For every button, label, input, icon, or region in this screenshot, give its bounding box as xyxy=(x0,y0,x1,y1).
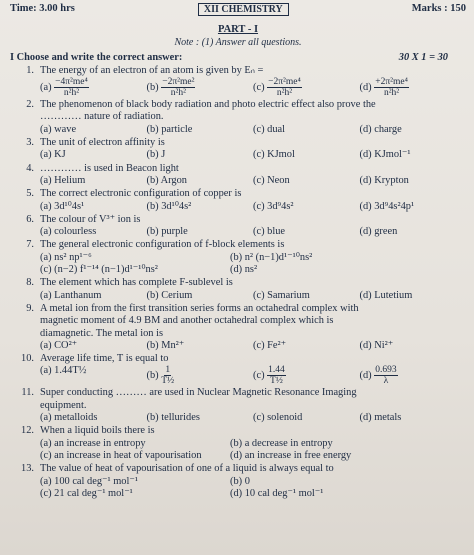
answer-option: (d) 10 cal deg⁻¹ mol⁻¹ xyxy=(230,487,324,499)
answer-option: (b) purple xyxy=(146,226,188,238)
option-label: (c) xyxy=(253,82,268,94)
answer-option: (d) charge xyxy=(359,123,402,135)
fraction-numerator: 1 xyxy=(165,365,171,376)
option-row xyxy=(40,77,466,98)
answer-option: (d) metals xyxy=(359,412,402,424)
fraction-denominator: T½ xyxy=(269,376,283,387)
answer-option xyxy=(147,77,254,98)
option-label: (b) xyxy=(146,82,162,94)
answer-option: (c) solenoid xyxy=(253,412,303,424)
fraction xyxy=(161,77,195,98)
exam-header xyxy=(10,2,466,16)
question-text: The correct electronic configuration of copper is xyxy=(40,188,242,200)
question-number: 8. xyxy=(26,277,34,289)
answer-option: (a) Helium xyxy=(40,174,86,186)
option-row xyxy=(40,201,466,213)
option-row xyxy=(40,124,466,136)
question-row xyxy=(10,425,466,437)
question-text: Super conducting ……… are used in Nuclear Magnetic Resonance Imaging equipment. xyxy=(40,387,357,411)
answer-option xyxy=(253,365,360,386)
fraction-denominator: n²h² xyxy=(63,88,80,99)
answer-option: (a) 3d¹⁰4s¹ xyxy=(40,200,85,212)
answer-option: (d) ns² xyxy=(230,264,258,276)
time-label: Time: 3.00 hrs xyxy=(10,2,75,14)
option-row xyxy=(40,438,466,450)
question-text: Average life time, T is equal to xyxy=(40,353,169,365)
option-row xyxy=(40,226,466,238)
answer-option xyxy=(360,77,467,98)
option-value: 1.44T½ xyxy=(54,365,87,377)
subject-box: XII CHEMISTRY xyxy=(198,3,289,16)
answer-option: (b) tellurides xyxy=(146,412,200,424)
option-row xyxy=(40,412,466,424)
question-number: 10. xyxy=(21,353,34,365)
answer-option: (d) Lutetium xyxy=(359,289,413,301)
question-text: The general electronic configuration of f-block elements is xyxy=(40,239,285,251)
question-text: The value of heat of vapourisation of one of a liquid is always equal to xyxy=(40,463,334,475)
section-instruction: I Choose and write the correct answer: xyxy=(10,51,183,63)
answer-option: (c) dual xyxy=(253,123,286,135)
question-text: The unit of electron affinity is xyxy=(40,137,165,149)
answer-option: (c) Fe²⁺ xyxy=(253,339,287,351)
fraction xyxy=(267,77,302,98)
answer-option: (d) green xyxy=(359,226,398,238)
answer-option xyxy=(253,77,360,98)
answer-option: (d) KJmol⁻¹ xyxy=(359,149,411,161)
question-row xyxy=(10,353,466,365)
answer-option: (c) an increase in heat of vapourisation xyxy=(40,449,202,461)
marks-label: Marks : 150 xyxy=(411,2,466,14)
question-row xyxy=(10,214,466,226)
fraction-numerator: +2π²me⁴ xyxy=(375,77,408,88)
answer-option: (b) Mn²⁺ xyxy=(146,339,185,351)
fraction-numerator: 0.693 xyxy=(375,365,397,376)
answer-option xyxy=(40,77,147,98)
fraction xyxy=(267,365,286,386)
option-label: (c) xyxy=(253,370,268,382)
fraction-numerator: −4π²me⁴ xyxy=(55,77,88,88)
question-row xyxy=(10,239,466,251)
option-row xyxy=(40,450,466,462)
fraction-numerator: 1.44 xyxy=(268,365,285,376)
question-number: 13. xyxy=(21,463,34,475)
question-text: The element which has complete F-sublevel is xyxy=(40,277,233,289)
question-number: 6. xyxy=(26,213,34,225)
option-row xyxy=(40,476,466,488)
question-row xyxy=(10,163,466,175)
answer-option: (a) ns² np¹⁻⁶ xyxy=(40,251,92,263)
option-row xyxy=(40,488,466,500)
answer-option: (c) KJmol xyxy=(253,149,295,161)
fraction-denominator: n²h² xyxy=(170,88,186,99)
answer-option xyxy=(360,365,467,386)
option-label: (b) xyxy=(146,370,162,382)
answer-option: (b) particle xyxy=(146,123,193,135)
answer-option: (c) (n−2) f¹⁻¹⁴ (n−1)d¹⁻¹⁰ns² xyxy=(40,264,158,276)
question-list xyxy=(10,65,466,500)
answer-option xyxy=(147,365,254,386)
option-row xyxy=(40,264,466,276)
answer-option: (b) a decrease in entropy xyxy=(230,437,333,449)
question-text: When a liquid boils there is xyxy=(40,425,155,437)
fraction xyxy=(374,365,397,386)
answer-option: (b) 0 xyxy=(230,475,250,487)
answer-option: (a) metalloids xyxy=(40,412,98,424)
question-text: A metal ion from the first transition series forms an octahedral complex with magnetic moment of 4.9 BM and another octahedral complex which is diamagnetic. The metal ion is xyxy=(40,302,359,339)
question-number: 2. xyxy=(26,99,34,111)
answer-option: (a) an increase in entropy xyxy=(40,437,146,449)
answer-option: (c) 3d⁹4s² xyxy=(253,200,294,212)
section-marks: 30 X 1 = 30 xyxy=(398,51,448,63)
answer-option: (a) wave xyxy=(40,123,77,135)
answer-option: (a) 100 cal deg⁻¹ mol⁻¹ xyxy=(40,475,138,487)
option-label: (d) xyxy=(359,370,375,382)
answer-option: (c) 21 cal deg⁻¹ mol⁻¹ xyxy=(40,487,133,499)
question-text: The phenomenon of black body radiation and photo electric effect also prove the ………… nature of radiation. xyxy=(40,99,376,123)
option-row xyxy=(40,149,466,161)
answer-option: (a) colourless xyxy=(40,226,97,238)
answer-option: (c) Neon xyxy=(253,174,290,186)
question-number: 3. xyxy=(26,137,34,149)
question-row xyxy=(10,137,466,149)
fraction xyxy=(374,77,409,98)
fraction-denominator: λ xyxy=(383,376,389,387)
option-row xyxy=(40,340,466,352)
question-row xyxy=(10,99,466,124)
option-row xyxy=(40,175,466,187)
question-text: The colour of V³⁺ ion is xyxy=(40,213,141,225)
question-row xyxy=(10,463,466,475)
answer-option: (d) Krypton xyxy=(359,174,409,186)
answer-option: (b) 3d¹⁰4s² xyxy=(146,200,192,212)
question-number: 9. xyxy=(26,302,34,314)
answer-option: (d) Ni²⁺ xyxy=(359,339,394,351)
answer-option: (b) Cerium xyxy=(146,289,193,301)
option-row xyxy=(40,290,466,302)
fraction-denominator: T½ xyxy=(161,376,175,387)
option-label: (d) xyxy=(359,82,375,94)
question-row xyxy=(10,65,466,77)
answer-option: (b) J xyxy=(146,149,166,161)
note-text: Note : (1) Answer all questions. xyxy=(174,37,302,49)
question-number: 12. xyxy=(21,425,34,437)
fraction xyxy=(161,365,174,386)
question-row xyxy=(10,188,466,200)
question-row xyxy=(10,303,466,340)
option-label: (a) xyxy=(40,365,55,377)
question-row xyxy=(10,277,466,289)
answer-option: (c) Samarium xyxy=(253,289,310,301)
question-number: 4. xyxy=(26,162,34,174)
answer-option: (d) an increase in free energy xyxy=(230,449,352,461)
fraction-denominator: n²h² xyxy=(383,88,400,99)
fraction-numerator: −2π²me⁴ xyxy=(268,77,301,88)
answer-option: (a) CO²⁺ xyxy=(40,339,78,351)
answer-option: (b) n² (n−1)d¹⁻¹⁰ns² xyxy=(230,251,313,263)
section-header xyxy=(10,52,466,64)
fraction-denominator: n²h² xyxy=(276,88,293,99)
answer-option: (b) Argon xyxy=(146,174,188,186)
answer-option: (a) KJ xyxy=(40,149,66,161)
answer-option: (d) 3d⁹4s²4p¹ xyxy=(359,200,415,212)
answer-option: (a) Lanthanum xyxy=(40,289,102,301)
question-number: 11. xyxy=(21,387,34,399)
fraction xyxy=(54,77,89,98)
option-row xyxy=(40,252,466,264)
question-number: 5. xyxy=(26,188,34,200)
question-number: 1. xyxy=(26,64,34,76)
answer-option: (c) blue xyxy=(253,226,286,238)
option-row xyxy=(40,365,466,386)
fraction-numerator: −2π²me² xyxy=(162,77,195,88)
question-number: 7. xyxy=(26,239,34,251)
answer-option xyxy=(40,365,147,386)
question-text: The energy of an electron of an atom is given by Eₙ = xyxy=(40,64,264,76)
option-label: (a) xyxy=(40,82,55,94)
question-row xyxy=(10,387,466,412)
part-title: PART - I xyxy=(217,24,259,35)
question-text: ………… is used in Beacon light xyxy=(40,162,179,174)
